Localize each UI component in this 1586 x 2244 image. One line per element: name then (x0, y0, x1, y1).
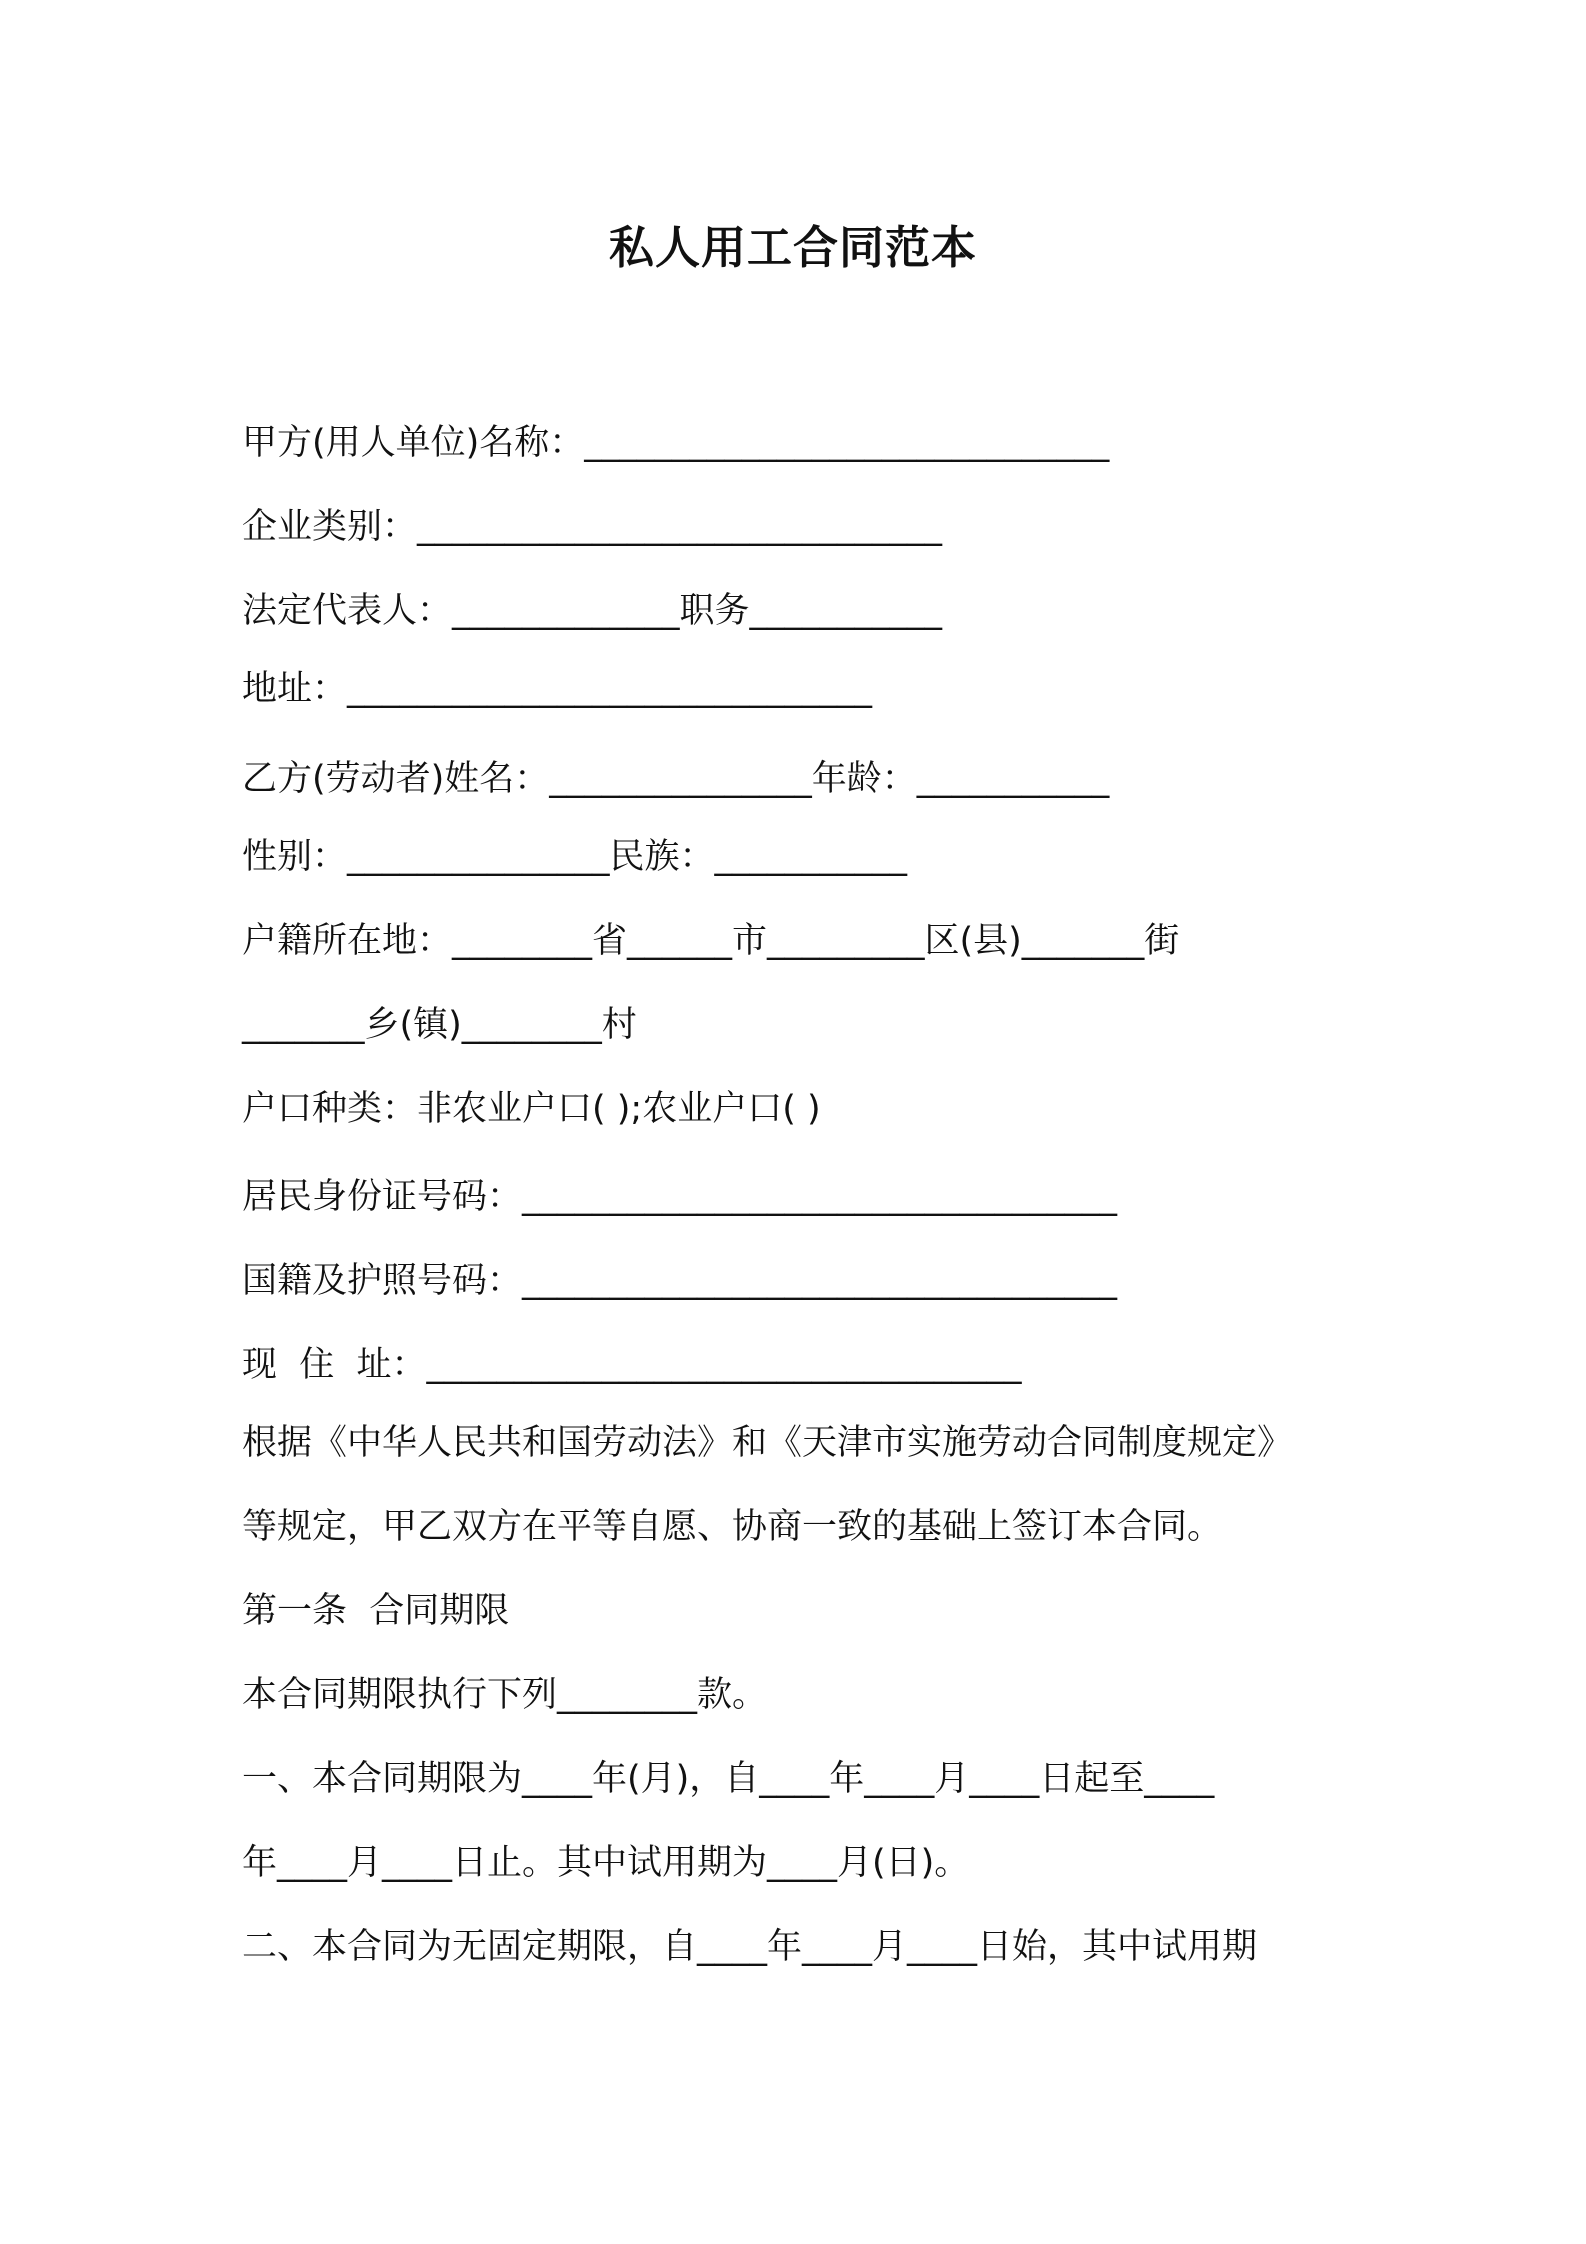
contract-term-clause-line: 本合同期限执行下列________款。 (242, 1675, 768, 1715)
current-address-line: 现 住 址：__________________________________ (242, 1345, 1022, 1385)
article-one-heading: 第一条 合同期限 (242, 1591, 510, 1631)
id-card-number-line: 居民身份证号码：__________________________________ (242, 1177, 1118, 1217)
enterprise-category-line: 企业类别：______________________________ (242, 507, 943, 547)
employer-address-line: 地址：______________________________ (242, 669, 873, 709)
household-type-line: 户口种类：非农业户口( );农业户口( ) (242, 1089, 821, 1129)
nationality-passport-line: 国籍及护照号码：__________________________________ (242, 1261, 1118, 1301)
employee-name-age-line: 乙方(劳动者)姓名：_______________年龄：___________ (242, 759, 1110, 799)
household-registration-line: 户籍所在地：________省______市_________区(县)_______街 (242, 921, 1180, 961)
legal-representative-line: 法定代表人：_____________职务___________ (242, 591, 943, 631)
household-registration-continued-line: _______乡(镇)________村 (242, 1005, 637, 1045)
legal-basis-line-1: 根据《中华人民共和国劳动法》和《天津市实施劳动合同制度规定》 (242, 1423, 1293, 1463)
document-title: 私人用工合同范本 (608, 221, 977, 274)
gender-ethnicity-line: 性别：_______________民族：___________ (242, 837, 908, 877)
fixed-term-line-1: 一、本合同期限为____年(月)，自____年____月____日起至____ (242, 1759, 1215, 1799)
employer-name-line: 甲方(用人单位)名称：______________________________ (242, 423, 1110, 463)
open-ended-term-line: 二、本合同为无固定期限，自____年____月____日始，其中试用期 (242, 1927, 1258, 1967)
fixed-term-line-2: 年____月____日止。其中试用期为____月(日)。 (242, 1843, 970, 1883)
legal-basis-line-2: 等规定，甲乙双方在平等自愿、协商一致的基础上签订本合同。 (242, 1507, 1223, 1547)
